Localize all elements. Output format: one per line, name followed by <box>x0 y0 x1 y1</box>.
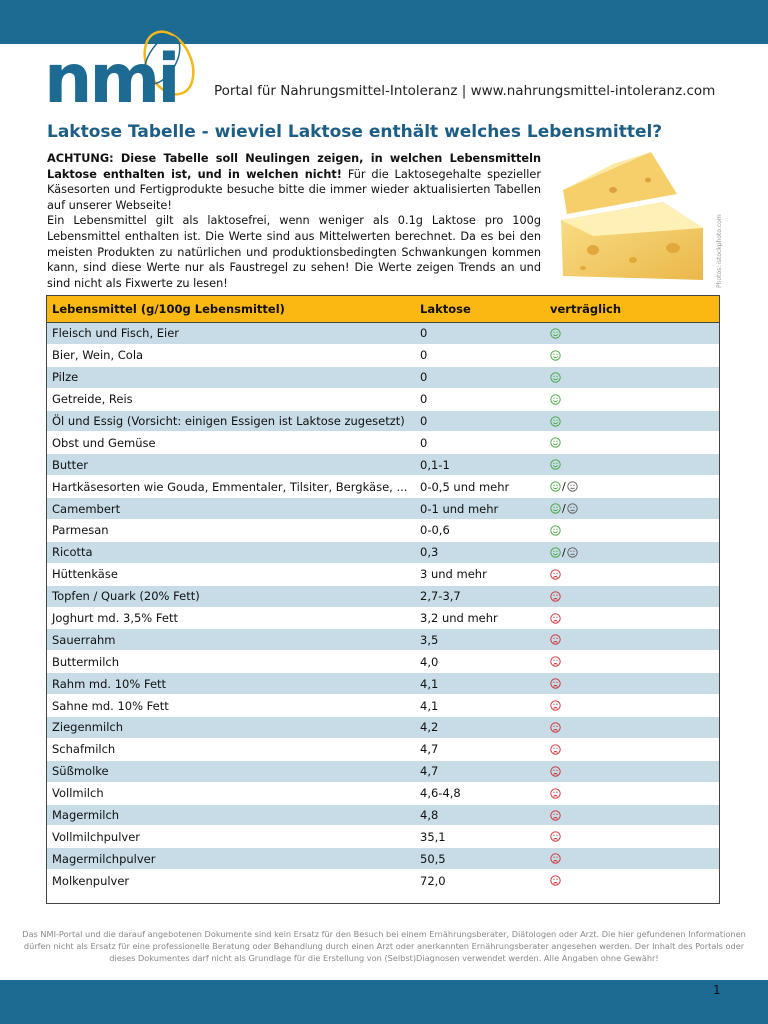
tolerance-cell <box>541 634 719 645</box>
smiley-icon <box>550 525 561 536</box>
tolerance-cell <box>541 569 719 580</box>
table-header <box>47 296 719 323</box>
lactose-cell: 0-0,6 <box>420 523 450 538</box>
table-row <box>47 608 719 630</box>
logo-text: nmi <box>44 40 178 110</box>
food-cell: Schafmilch <box>52 742 116 757</box>
food-cell: Pilze <box>52 370 79 385</box>
frown-icon <box>550 810 561 821</box>
lactose-cell: 0-0,5 und mehr <box>420 479 510 494</box>
table-row <box>47 367 719 389</box>
separator: / <box>562 502 566 516</box>
lactose-cell: 4,1 <box>420 676 439 691</box>
food-cell: Obst und Gemüse <box>52 435 156 450</box>
food-cell: Öl und Essig (Vorsicht: einigen Essigen ist Laktose zugesetzt) <box>52 414 405 428</box>
lactose-cell: 0 <box>420 435 428 450</box>
frown-icon <box>550 700 561 711</box>
table-row <box>47 695 719 717</box>
food-cell: Getreide, Reis <box>52 392 133 407</box>
food-cell: Molkenpulver <box>52 873 130 888</box>
tolerance-cell <box>541 328 719 339</box>
smiley-icon <box>550 416 561 427</box>
smiley-icon <box>550 481 561 492</box>
tolerance-cell <box>541 700 719 711</box>
lactose-cell: 3,2 und mehr <box>420 611 498 626</box>
lactose-cell: 0 <box>420 348 428 363</box>
tolerance-cell <box>541 350 719 361</box>
header-food: Lebensmittel (g/100g Lebensmittel) <box>52 302 285 316</box>
table-row <box>47 389 719 411</box>
separator: / <box>562 545 566 559</box>
lactose-cell: 4,7 <box>420 742 439 757</box>
food-cell: Topfen / Quark (20% Fett) <box>52 589 200 604</box>
tolerance-cell <box>541 831 719 842</box>
table-row <box>47 323 719 345</box>
lactose-cell: 2,7-3,7 <box>420 589 461 604</box>
tolerance-cell <box>541 372 719 383</box>
food-cell: Hüttenkäse <box>52 567 118 582</box>
lactose-cell: 0,1-1 <box>420 457 450 472</box>
tolerance-cell <box>541 480 719 493</box>
smiley-icon <box>550 437 561 448</box>
page-number: 1 <box>713 983 721 997</box>
frown-icon <box>550 853 561 864</box>
bottom-bar <box>0 980 768 1024</box>
tolerance-cell <box>541 416 719 427</box>
disclaimer: Das NMI-Portal und die darauf angebotenen Dokumente sind kein Ersatz für den Besuch bei einem Ernährungsberater, Diätologen oder Arzt. Die hier gefundenen Informationen dürfen nicht als Ersatz für eine professionelle Beratung oder Behandlung durch einen Arzt oder anerkannten Ernährungsberater angesehen werden. Der Inhalt des Portals oder dieses Dokumentes darf nicht als Grundlage für die Erstellung von (Selbst)Diagnosen verwendet werden. Alle Angaben ohne Gewähr! <box>22 929 746 963</box>
tolerance-cell <box>541 394 719 405</box>
header-lactose: Laktose <box>420 302 471 316</box>
food-cell: Süßmolke <box>52 764 109 779</box>
tolerance-cell <box>541 678 719 689</box>
table-row <box>47 432 719 454</box>
tolerance-cell <box>541 525 719 536</box>
frown-icon <box>550 831 561 842</box>
frown-icon <box>550 656 561 667</box>
table-row <box>47 783 719 805</box>
tolerance-cell <box>541 722 719 733</box>
tolerance-cell <box>541 591 719 602</box>
intro-warning: ACHTUNG: Diese Tabelle soll Neulingen zeigen, in welchen Lebensmitteln Laktose enthalten ist, und in welchen nicht! <box>47 152 541 181</box>
lactose-cell: 4,0 <box>420 654 439 669</box>
cheese-image <box>553 150 709 282</box>
table-row <box>47 717 719 739</box>
smiley-icon <box>550 394 561 405</box>
table-row <box>47 564 719 586</box>
food-cell: Ziegenmilch <box>52 720 124 735</box>
table-body <box>47 323 719 892</box>
food-cell: Camembert <box>52 501 121 516</box>
smiley-neutral-icon <box>567 503 578 514</box>
table-row <box>47 498 719 520</box>
intro-text <box>47 151 541 291</box>
tolerance-cell <box>541 853 719 864</box>
table-row <box>47 345 719 367</box>
lactose-cell: 72,0 <box>420 873 446 888</box>
tolerance-cell <box>541 744 719 755</box>
lactose-cell: 0 <box>420 414 428 428</box>
food-cell: Fleisch und Fisch, Eier <box>52 326 180 341</box>
lactose-cell: 0-1 und mehr <box>420 501 499 516</box>
nmi-logo <box>44 30 214 110</box>
smiley-icon <box>550 328 561 339</box>
frown-icon <box>550 744 561 755</box>
frown-icon <box>550 613 561 624</box>
food-cell: Sauerrahm <box>52 632 116 647</box>
table-row <box>47 651 719 673</box>
food-cell: Hartkäsesorten wie Gouda, Emmentaler, Tilsiter, Bergkäse, ... <box>52 479 408 494</box>
food-cell: Magermilch <box>52 808 120 823</box>
lactose-cell: 4,8 <box>420 808 439 823</box>
table-row <box>47 826 719 848</box>
lactose-cell: 3 und mehr <box>420 567 487 582</box>
lactose-cell: 0 <box>420 370 428 385</box>
table-row <box>47 454 719 476</box>
smiley-icon <box>550 372 561 383</box>
photo-credit: Photos: istockphoto.com <box>716 214 723 288</box>
table-row <box>47 848 719 870</box>
food-cell: Parmesan <box>52 523 109 538</box>
tolerance-cell <box>541 613 719 624</box>
lactose-cell: 4,2 <box>420 720 439 735</box>
food-cell: Buttermilch <box>52 654 120 669</box>
smiley-icon <box>550 350 561 361</box>
smiley-neutral-icon <box>567 481 578 492</box>
table-row <box>47 586 719 608</box>
table-row <box>47 739 719 761</box>
smiley-icon <box>550 503 561 514</box>
table-row <box>47 870 719 892</box>
table-row <box>47 476 719 498</box>
table-row <box>47 411 719 433</box>
frown-icon <box>550 766 561 777</box>
intro-definition: Ein Lebensmittel gilt als laktosefrei, wenn weniger als 0.1g Laktose pro 100g Lebensmittel enthalten ist. Die Werte sind aus Mittelwerten berechnet. Da es bei den meisten Produkten zu natürlichen und produktionsbedingten Schwankungen kommen kann, sind diese Werte nur als Faustregel zu sehen! Die Werte zeigen Trends an und sind nicht als Fixwerte zu lesen! <box>47 214 541 290</box>
table-row <box>47 629 719 651</box>
table-row <box>47 673 719 695</box>
frown-icon <box>550 569 561 580</box>
lactose-cell: 4,7 <box>420 764 439 779</box>
food-cell: Vollmilchpulver <box>52 829 140 844</box>
food-cell: Ricotta <box>52 545 93 560</box>
header-tolerance: verträglich <box>550 302 622 316</box>
lactose-cell: 0 <box>420 326 428 341</box>
table-row <box>47 542 719 564</box>
tolerance-cell <box>541 459 719 470</box>
intro-note: Für die Laktosegehalte spezieller Käsesorten und Fertigprodukte besuche bitte die immer wieder aktualisierten Tabellen auf unserer Webseite! <box>47 167 541 212</box>
tolerance-cell <box>541 437 719 448</box>
smiley-neutral-icon <box>567 547 578 558</box>
food-cell: Sahne md. 10% Fett <box>52 698 169 713</box>
frown-icon <box>550 788 561 799</box>
portal-tagline: Portal für Nahrungsmittel-Intoleranz | www.nahrungsmittel-intoleranz.com <box>214 83 716 99</box>
lactose-cell: 0 <box>420 392 428 407</box>
food-cell: Magermilchpulver <box>52 851 156 866</box>
table-row <box>47 805 719 827</box>
tolerance-cell <box>541 875 719 886</box>
table-row <box>47 520 719 542</box>
lactose-table <box>46 295 720 904</box>
frown-icon <box>550 875 561 886</box>
food-cell: Bier, Wein, Cola <box>52 348 144 363</box>
separator: / <box>562 480 566 494</box>
frown-icon <box>550 678 561 689</box>
lactose-cell: 4,6-4,8 <box>420 786 461 801</box>
lactose-cell: 35,1 <box>420 829 446 844</box>
lactose-cell: 4,1 <box>420 698 439 713</box>
food-cell: Joghurt md. 3,5% Fett <box>52 611 178 626</box>
lactose-cell: 3,5 <box>420 632 439 647</box>
lactose-cell: 50,5 <box>420 851 446 866</box>
tolerance-cell <box>541 546 719 559</box>
tolerance-cell <box>541 502 719 515</box>
page-title: Laktose Tabelle - wieviel Laktose enthält welches Lebensmittel? <box>47 122 663 142</box>
smiley-icon <box>550 547 561 558</box>
tolerance-cell <box>541 788 719 799</box>
lactose-cell: 0,3 <box>420 545 439 560</box>
frown-icon <box>550 591 561 602</box>
tolerance-cell <box>541 810 719 821</box>
tolerance-cell <box>541 656 719 667</box>
tolerance-cell <box>541 766 719 777</box>
food-cell: Vollmilch <box>52 786 104 801</box>
food-cell: Rahm md. 10% Fett <box>52 676 167 691</box>
table-row <box>47 761 719 783</box>
frown-icon <box>550 634 561 645</box>
smiley-icon <box>550 459 561 470</box>
food-cell: Butter <box>52 457 88 472</box>
frown-icon <box>550 722 561 733</box>
